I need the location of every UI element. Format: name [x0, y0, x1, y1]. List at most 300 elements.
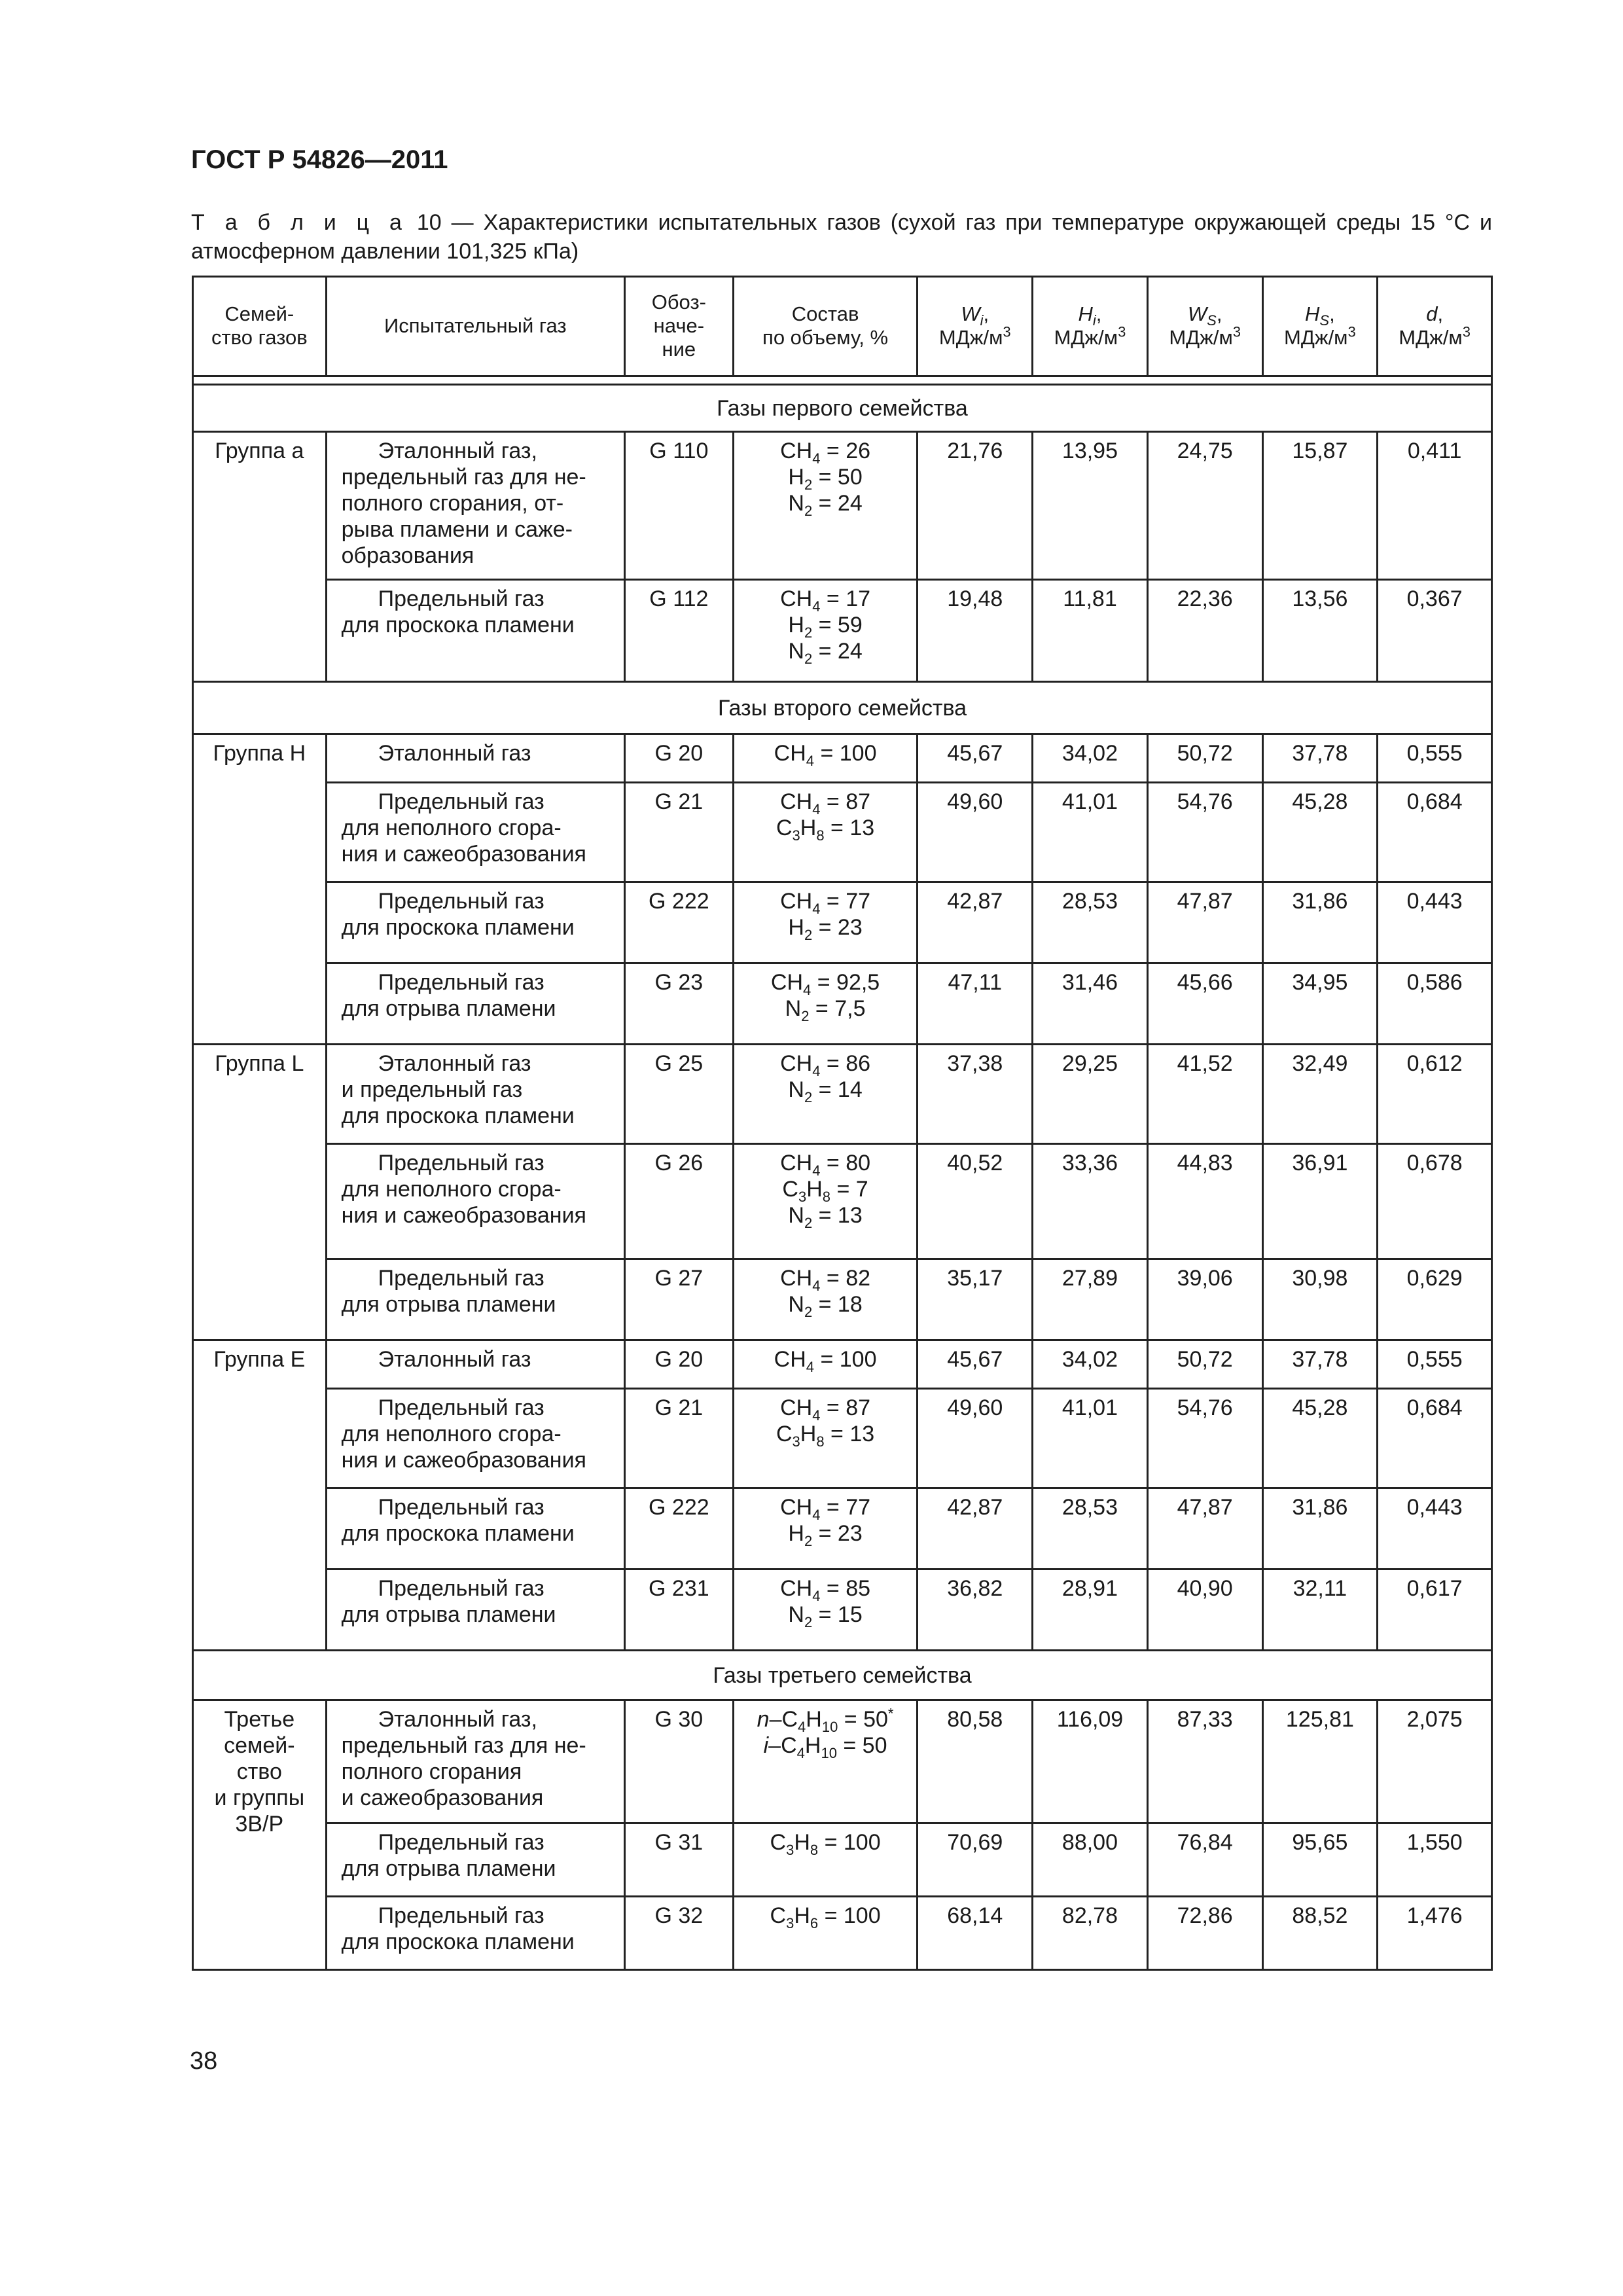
value-hi: 82,78	[1033, 1897, 1148, 1970]
value-ws: 54,76	[1147, 1389, 1262, 1488]
table-row	[193, 882, 1492, 963]
value-hi: 41,01	[1033, 783, 1148, 882]
value-wi: 42,87	[918, 882, 1033, 963]
isomer-prefix: i	[763, 1733, 769, 1758]
unit-exponent: 3	[1462, 323, 1471, 340]
formula-subscript: 2	[804, 624, 813, 641]
formula-element: C	[770, 1903, 787, 1928]
col-header-d	[1378, 277, 1492, 376]
value-wi: 80,58	[918, 1700, 1033, 1823]
gas-designation: G 231	[625, 1570, 734, 1651]
composition-line	[738, 1494, 913, 1523]
value-hi: 116,09	[1033, 1700, 1148, 1823]
composition-value: = 92,5	[811, 970, 880, 995]
text-line: Предельный газ	[378, 1495, 544, 1520]
composition-line	[738, 1395, 913, 1424]
text-line: для проскока пламени	[341, 915, 575, 940]
value-wi: 35,17	[918, 1259, 1033, 1340]
composition-line	[738, 740, 913, 769]
value-d: 2,075	[1378, 1700, 1492, 1823]
col-header-test-gas: Испытательный газ	[326, 277, 624, 376]
composition-value: = 14	[812, 1077, 863, 1102]
formula-element: CH	[780, 1576, 813, 1601]
composition-value: = 13	[824, 816, 875, 840]
value-d: 0,617	[1378, 1570, 1492, 1651]
unit-exponent: 3	[1347, 323, 1356, 340]
composition-value: = 100	[814, 741, 877, 766]
subscript-letter: S	[1207, 312, 1217, 329]
formula-subscript: 6	[810, 1914, 819, 1931]
text-line: Эталонный газ	[378, 741, 531, 766]
composition-line	[738, 1150, 913, 1179]
gas-composition	[733, 783, 918, 882]
composition-line	[738, 438, 913, 467]
group-cell	[193, 1700, 327, 1970]
col-header-designation	[625, 277, 734, 376]
formula-subscript: 8	[816, 1433, 825, 1450]
symbol: d,	[1426, 302, 1444, 325]
gas-designation: G 21	[625, 1389, 734, 1488]
composition-line	[738, 1421, 913, 1450]
formula-element: CH	[780, 789, 813, 814]
symbol: $H_S$,	[1305, 302, 1335, 329]
value-hi: 28,53	[1033, 1488, 1148, 1570]
composition-value: = 18	[812, 1292, 863, 1317]
formula-element: C	[776, 1422, 793, 1446]
text-line: ния и сажеобразования	[341, 1448, 586, 1473]
formula-element: N	[785, 996, 802, 1021]
value-ws: 41,52	[1147, 1045, 1262, 1144]
table-row	[193, 432, 1492, 580]
composition-line	[738, 1050, 913, 1077]
text-line: для неполного сгора-	[341, 816, 562, 840]
text-line: ство	[236, 1759, 282, 1784]
subscript-letter: i	[980, 312, 984, 329]
formula-subscript: 3	[792, 1433, 800, 1450]
composition-line	[738, 1602, 913, 1628]
symbol-letter: W	[1187, 302, 1207, 325]
composition-line	[738, 638, 913, 667]
symbol-letter: d	[1426, 302, 1438, 325]
composition-value: = 59	[812, 613, 863, 637]
formula-element: H	[800, 816, 817, 840]
text-line: и предельный газ	[341, 1077, 523, 1102]
value-wi: 19,48	[918, 580, 1033, 682]
formula-subscript: 4	[812, 598, 821, 615]
family-heading: Газы второго семейства	[193, 682, 1492, 734]
formula-subscript: 2	[801, 1007, 810, 1024]
value-d: 0,443	[1378, 882, 1492, 963]
value-ws: 76,84	[1147, 1823, 1262, 1897]
value-wi: 49,60	[918, 1389, 1033, 1488]
formula-element: H	[806, 1707, 822, 1732]
composition-value: = 24	[812, 491, 863, 516]
gas-designation: G 30	[625, 1700, 734, 1823]
composition-value: = 82	[820, 1266, 871, 1291]
family-row	[193, 385, 1492, 432]
text-line: Третье	[224, 1707, 295, 1732]
formula-subscript: 8	[810, 1841, 819, 1858]
unit-exponent: 3	[1003, 323, 1011, 340]
value-d: 0,684	[1378, 783, 1492, 882]
text-line: для неполного сгора-	[341, 1177, 562, 1202]
text-line: для отрыва пламени	[341, 1602, 556, 1627]
symbol-letter: W	[961, 302, 980, 325]
composition-value: = 17	[820, 586, 871, 611]
text-line: ния и сажеобразования	[341, 1203, 586, 1228]
group-cell: Группа Е	[193, 1340, 327, 1651]
test-gas-name	[326, 734, 624, 783]
gas-composition	[733, 882, 918, 963]
value-ws: 47,87	[1147, 882, 1262, 963]
text-line: 3В/Р	[235, 1812, 284, 1837]
table-row	[193, 1700, 1492, 1823]
composition-line	[738, 1829, 913, 1856]
text-line: Предельный газ	[378, 1576, 544, 1601]
text-line: полного сгорания	[341, 1759, 522, 1784]
text-line: для отрыва пламени	[341, 1292, 556, 1317]
gas-designation: G 25	[625, 1045, 734, 1144]
subscript-letter: S	[1319, 312, 1330, 329]
text-line: предельный газ для не-	[341, 1733, 586, 1758]
formula-subscript: 10	[821, 1718, 838, 1735]
value-d: 0,612	[1378, 1045, 1492, 1144]
composition-value: = 23	[812, 915, 863, 940]
gas-designation: G 20	[625, 1340, 734, 1389]
value-wi: 45,67	[918, 734, 1033, 783]
value-d: 0,555	[1378, 734, 1492, 783]
value-wi: 36,82	[918, 1570, 1033, 1651]
value-hs: 15,87	[1262, 432, 1378, 580]
value-wi: 47,11	[918, 963, 1033, 1045]
value-d: 0,586	[1378, 963, 1492, 1045]
subscript-letter: i	[1092, 312, 1096, 329]
text-line: Семей-	[224, 302, 294, 325]
test-gas-name	[326, 1700, 624, 1823]
composition-value: = 87	[820, 1395, 871, 1420]
composition-line	[738, 1077, 913, 1103]
formula-element: CH	[780, 1266, 813, 1291]
gas-composition	[733, 1488, 918, 1570]
test-gas-name	[326, 1897, 624, 1970]
value-wi: 40,52	[918, 1144, 1033, 1259]
composition-line	[738, 586, 913, 615]
text-line: семей-	[224, 1733, 295, 1758]
composition-line	[738, 996, 913, 1022]
formula-subscript: 3	[792, 827, 800, 844]
family-heading: Газы третьего семейства	[193, 1651, 1492, 1700]
col-header-hi	[1033, 277, 1148, 376]
gas-designation: G 27	[625, 1259, 734, 1340]
text-line: образования	[341, 543, 474, 568]
composition-value: = 7	[830, 1177, 868, 1202]
formula-element: H	[794, 1830, 810, 1855]
test-gas-name	[326, 783, 624, 882]
gas-composition	[733, 734, 918, 783]
formula-subscript: 2	[804, 1532, 813, 1549]
table-caption-text: 10 — Характеристики испытательных газов (сухой газ при температуре окружающей среды 15 °C и атмосферном давлении 101,325 кПа)	[191, 210, 1493, 264]
text-line: предельный газ для не-	[341, 465, 586, 490]
value-hs: 37,78	[1262, 1340, 1378, 1389]
value-hi: 11,81	[1033, 580, 1148, 682]
formula-subscript: 4	[812, 1506, 821, 1523]
value-d: 1,476	[1378, 1897, 1492, 1970]
text-line: полного сгорания, от-	[341, 491, 564, 516]
value-hi: 34,02	[1033, 734, 1148, 783]
gas-designation: G 112	[625, 580, 734, 682]
unit: МДж/м	[1054, 325, 1118, 349]
formula-element: CH	[774, 1347, 806, 1372]
formula-subscript: 4	[806, 752, 814, 769]
formula-subscript: 3	[786, 1841, 794, 1858]
test-gas-name	[326, 963, 624, 1045]
formula-element: H	[794, 1903, 810, 1928]
text-line: для отрыва пламени	[341, 996, 556, 1021]
formula-subscript: 4	[812, 450, 821, 467]
family-row	[193, 682, 1492, 734]
composition-value: = 13	[812, 1203, 863, 1228]
formula-subscript: 2	[804, 1613, 813, 1630]
group-cell: Группа L	[193, 1045, 327, 1340]
value-d: 0,555	[1378, 1340, 1492, 1389]
composition-value: = 100	[814, 1347, 877, 1372]
composition-line	[738, 888, 913, 917]
composition-line	[738, 490, 913, 519]
text-line: Обоз-	[651, 290, 706, 314]
text-line: Предельный газ	[378, 970, 544, 995]
formula-subscript: 4	[812, 1162, 821, 1179]
gas-designation: G 21	[625, 783, 734, 882]
test-gas-name	[326, 1389, 624, 1488]
test-gas-name	[326, 882, 624, 963]
value-ws: 24,75	[1147, 432, 1262, 580]
formula-element: CH	[770, 970, 804, 995]
gas-composition	[733, 1144, 918, 1259]
composition-line	[738, 1732, 913, 1759]
text-line: ство газов	[211, 325, 308, 349]
formula-element: H	[788, 1521, 804, 1546]
formula-subscript: 3	[798, 1188, 807, 1205]
value-ws: 45,66	[1147, 963, 1262, 1045]
composition-value: = 24	[812, 639, 863, 664]
value-ws: 39,06	[1147, 1259, 1262, 1340]
value-wi: 70,69	[918, 1823, 1033, 1897]
formula-element: C	[776, 816, 793, 840]
composition-value: = 50	[812, 465, 863, 490]
table-row	[193, 1570, 1492, 1651]
formula-element: CH	[780, 1051, 813, 1076]
formula-subscript: 2	[804, 1088, 813, 1105]
formula-subscript: 8	[822, 1188, 831, 1205]
formula-subscript: 4	[812, 900, 821, 917]
value-d: 0,684	[1378, 1389, 1492, 1488]
symbol: $H_i$,	[1078, 302, 1102, 329]
value-wi: 42,87	[918, 1488, 1033, 1570]
document-title: ГОСТ Р 54826—2011	[191, 145, 448, 174]
text-line: и сажеобразования	[341, 1785, 544, 1810]
unit-exponent: 3	[1232, 323, 1241, 340]
value-wi: 68,14	[918, 1897, 1033, 1970]
footnote-mark: *	[887, 1705, 894, 1722]
value-d: 1,550	[1378, 1823, 1492, 1897]
text-line: Предельный газ	[378, 789, 544, 814]
formula-subscript: 2	[804, 476, 813, 493]
value-hs: 36,91	[1262, 1144, 1378, 1259]
text-line: для проскока пламени	[341, 1103, 575, 1128]
composition-line	[738, 789, 913, 815]
value-ws: 22,36	[1147, 580, 1262, 682]
test-gas-name	[326, 1045, 624, 1144]
value-wi: 21,76	[918, 432, 1033, 580]
gas-composition	[733, 432, 918, 580]
header-gap-row	[193, 376, 1492, 385]
value-d: 0,678	[1378, 1144, 1492, 1259]
value-hs: 95,65	[1262, 1823, 1378, 1897]
table-row	[193, 1823, 1492, 1897]
text-line: Эталонный газ	[378, 1051, 531, 1076]
composition-line	[738, 1903, 913, 1929]
formula-element: n–C	[757, 1707, 798, 1732]
unit: МДж/м	[1169, 325, 1233, 349]
composition-value: = 23	[812, 1521, 863, 1546]
value-hs: 30,98	[1262, 1259, 1378, 1340]
value-wi: 45,67	[918, 1340, 1033, 1389]
value-hi: 28,91	[1033, 1570, 1148, 1651]
text-line: рыва пламени и саже-	[341, 517, 573, 542]
gas-composition	[733, 1570, 918, 1651]
formula-element: CH	[780, 1395, 813, 1420]
value-hs: 13,56	[1262, 580, 1378, 682]
table-row	[193, 1045, 1492, 1144]
value-hi: 34,02	[1033, 1340, 1148, 1389]
table-row	[193, 783, 1492, 882]
value-ws: 50,72	[1147, 734, 1262, 783]
unit-exponent: 3	[1118, 323, 1126, 340]
gas-designation: G 20	[625, 734, 734, 783]
formula-subscript: 4	[812, 1587, 821, 1604]
value-hi: 28,53	[1033, 882, 1148, 963]
formula-subscript: 4	[812, 800, 821, 817]
text-line: для неполного сгора-	[341, 1422, 562, 1446]
formula-subscript: 2	[804, 1303, 813, 1320]
table-row	[193, 1897, 1492, 1970]
value-hs: 32,11	[1262, 1570, 1378, 1651]
unit: МДж/м	[938, 325, 1003, 349]
formula-element: CH	[780, 586, 813, 611]
family-row	[193, 1651, 1492, 1700]
text-line: Предельный газ	[378, 1395, 544, 1420]
value-hi: 41,01	[1033, 1389, 1148, 1488]
value-hs: 31,86	[1262, 1488, 1378, 1570]
gas-designation: G 26	[625, 1144, 734, 1259]
composition-line	[738, 1202, 913, 1229]
formula-element: H	[788, 915, 804, 940]
formula-element: N	[788, 1077, 804, 1102]
text-line: Предельный газ	[378, 1151, 544, 1175]
composition-line	[738, 1520, 913, 1547]
value-hs: 45,28	[1262, 1389, 1378, 1488]
table-row	[193, 1488, 1492, 1570]
isomer-prefix: n	[757, 1707, 770, 1732]
value-hi: 31,46	[1033, 963, 1148, 1045]
value-hi: 13,95	[1033, 432, 1148, 580]
text-line: для проскока пламени	[341, 1521, 575, 1546]
value-hs: 31,86	[1262, 882, 1378, 963]
formula-element: CH	[780, 1151, 813, 1175]
formula-subscript: 4	[812, 1062, 821, 1079]
table-caption-label: Т а б л и ц а	[191, 210, 407, 235]
gas-composition	[733, 1700, 918, 1823]
value-hs: 88,52	[1262, 1897, 1378, 1970]
value-hi: 33,36	[1033, 1144, 1148, 1259]
formula-subscript: 8	[816, 827, 825, 844]
table-body	[193, 385, 1492, 1970]
gas-designation: G 222	[625, 1488, 734, 1570]
page-number: 38	[190, 2047, 218, 2075]
formula-subscript: 4	[812, 1407, 821, 1424]
test-gas-name	[326, 1570, 624, 1651]
value-ws: 54,76	[1147, 783, 1262, 882]
table-row	[193, 1144, 1492, 1259]
value-ws: 44,83	[1147, 1144, 1262, 1259]
formula-subscript: 4	[806, 1358, 814, 1375]
formula-subscript: 2	[804, 502, 813, 519]
table-row	[193, 1259, 1492, 1340]
col-header-wi	[918, 277, 1033, 376]
text-line: наче-	[653, 314, 705, 337]
family-heading: Газы первого семейства	[193, 385, 1492, 432]
col-header-family	[193, 277, 327, 376]
composition-value: = 50	[838, 1707, 888, 1732]
value-d: 0,629	[1378, 1259, 1492, 1340]
gas-composition	[733, 963, 918, 1045]
text-line: ния и сажеобразования	[341, 842, 586, 867]
composition-line	[738, 914, 913, 941]
formula-element: C	[782, 1177, 798, 1202]
gas-designation: G 110	[625, 432, 734, 580]
composition-line	[738, 1346, 913, 1375]
value-d: 0,411	[1378, 432, 1492, 580]
col-header-hs	[1262, 277, 1378, 376]
formula-element: H	[788, 613, 804, 637]
text-line: и группы	[214, 1785, 305, 1810]
formula-subscript: 2	[804, 1214, 813, 1231]
formula-subscript: 10	[821, 1744, 837, 1761]
composition-line	[738, 464, 913, 493]
composition-value: = 77	[820, 889, 871, 914]
text-line: Предельный газ	[378, 889, 544, 914]
gas-composition	[733, 1823, 918, 1897]
symbol: $W_S$,	[1187, 302, 1222, 329]
formula-subscript: 4	[812, 1277, 821, 1294]
composition-value: = 100	[818, 1830, 881, 1855]
composition-line	[738, 1291, 913, 1318]
test-gas-name	[326, 1259, 624, 1340]
formula-element: i–C	[763, 1733, 797, 1758]
table-row	[193, 580, 1492, 682]
text-line: по объему, %	[762, 325, 889, 349]
text-line: Предельный газ	[378, 1266, 544, 1291]
text-line: для проскока пламени	[341, 613, 575, 637]
composition-line	[738, 969, 913, 996]
formula-subscript: 2	[804, 650, 813, 667]
value-d: 0,367	[1378, 580, 1492, 682]
table-caption	[191, 208, 1492, 266]
formula-element: CH	[780, 439, 813, 463]
test-gas-name	[326, 580, 624, 682]
gas-composition	[733, 1340, 918, 1389]
composition-line	[738, 1265, 913, 1294]
